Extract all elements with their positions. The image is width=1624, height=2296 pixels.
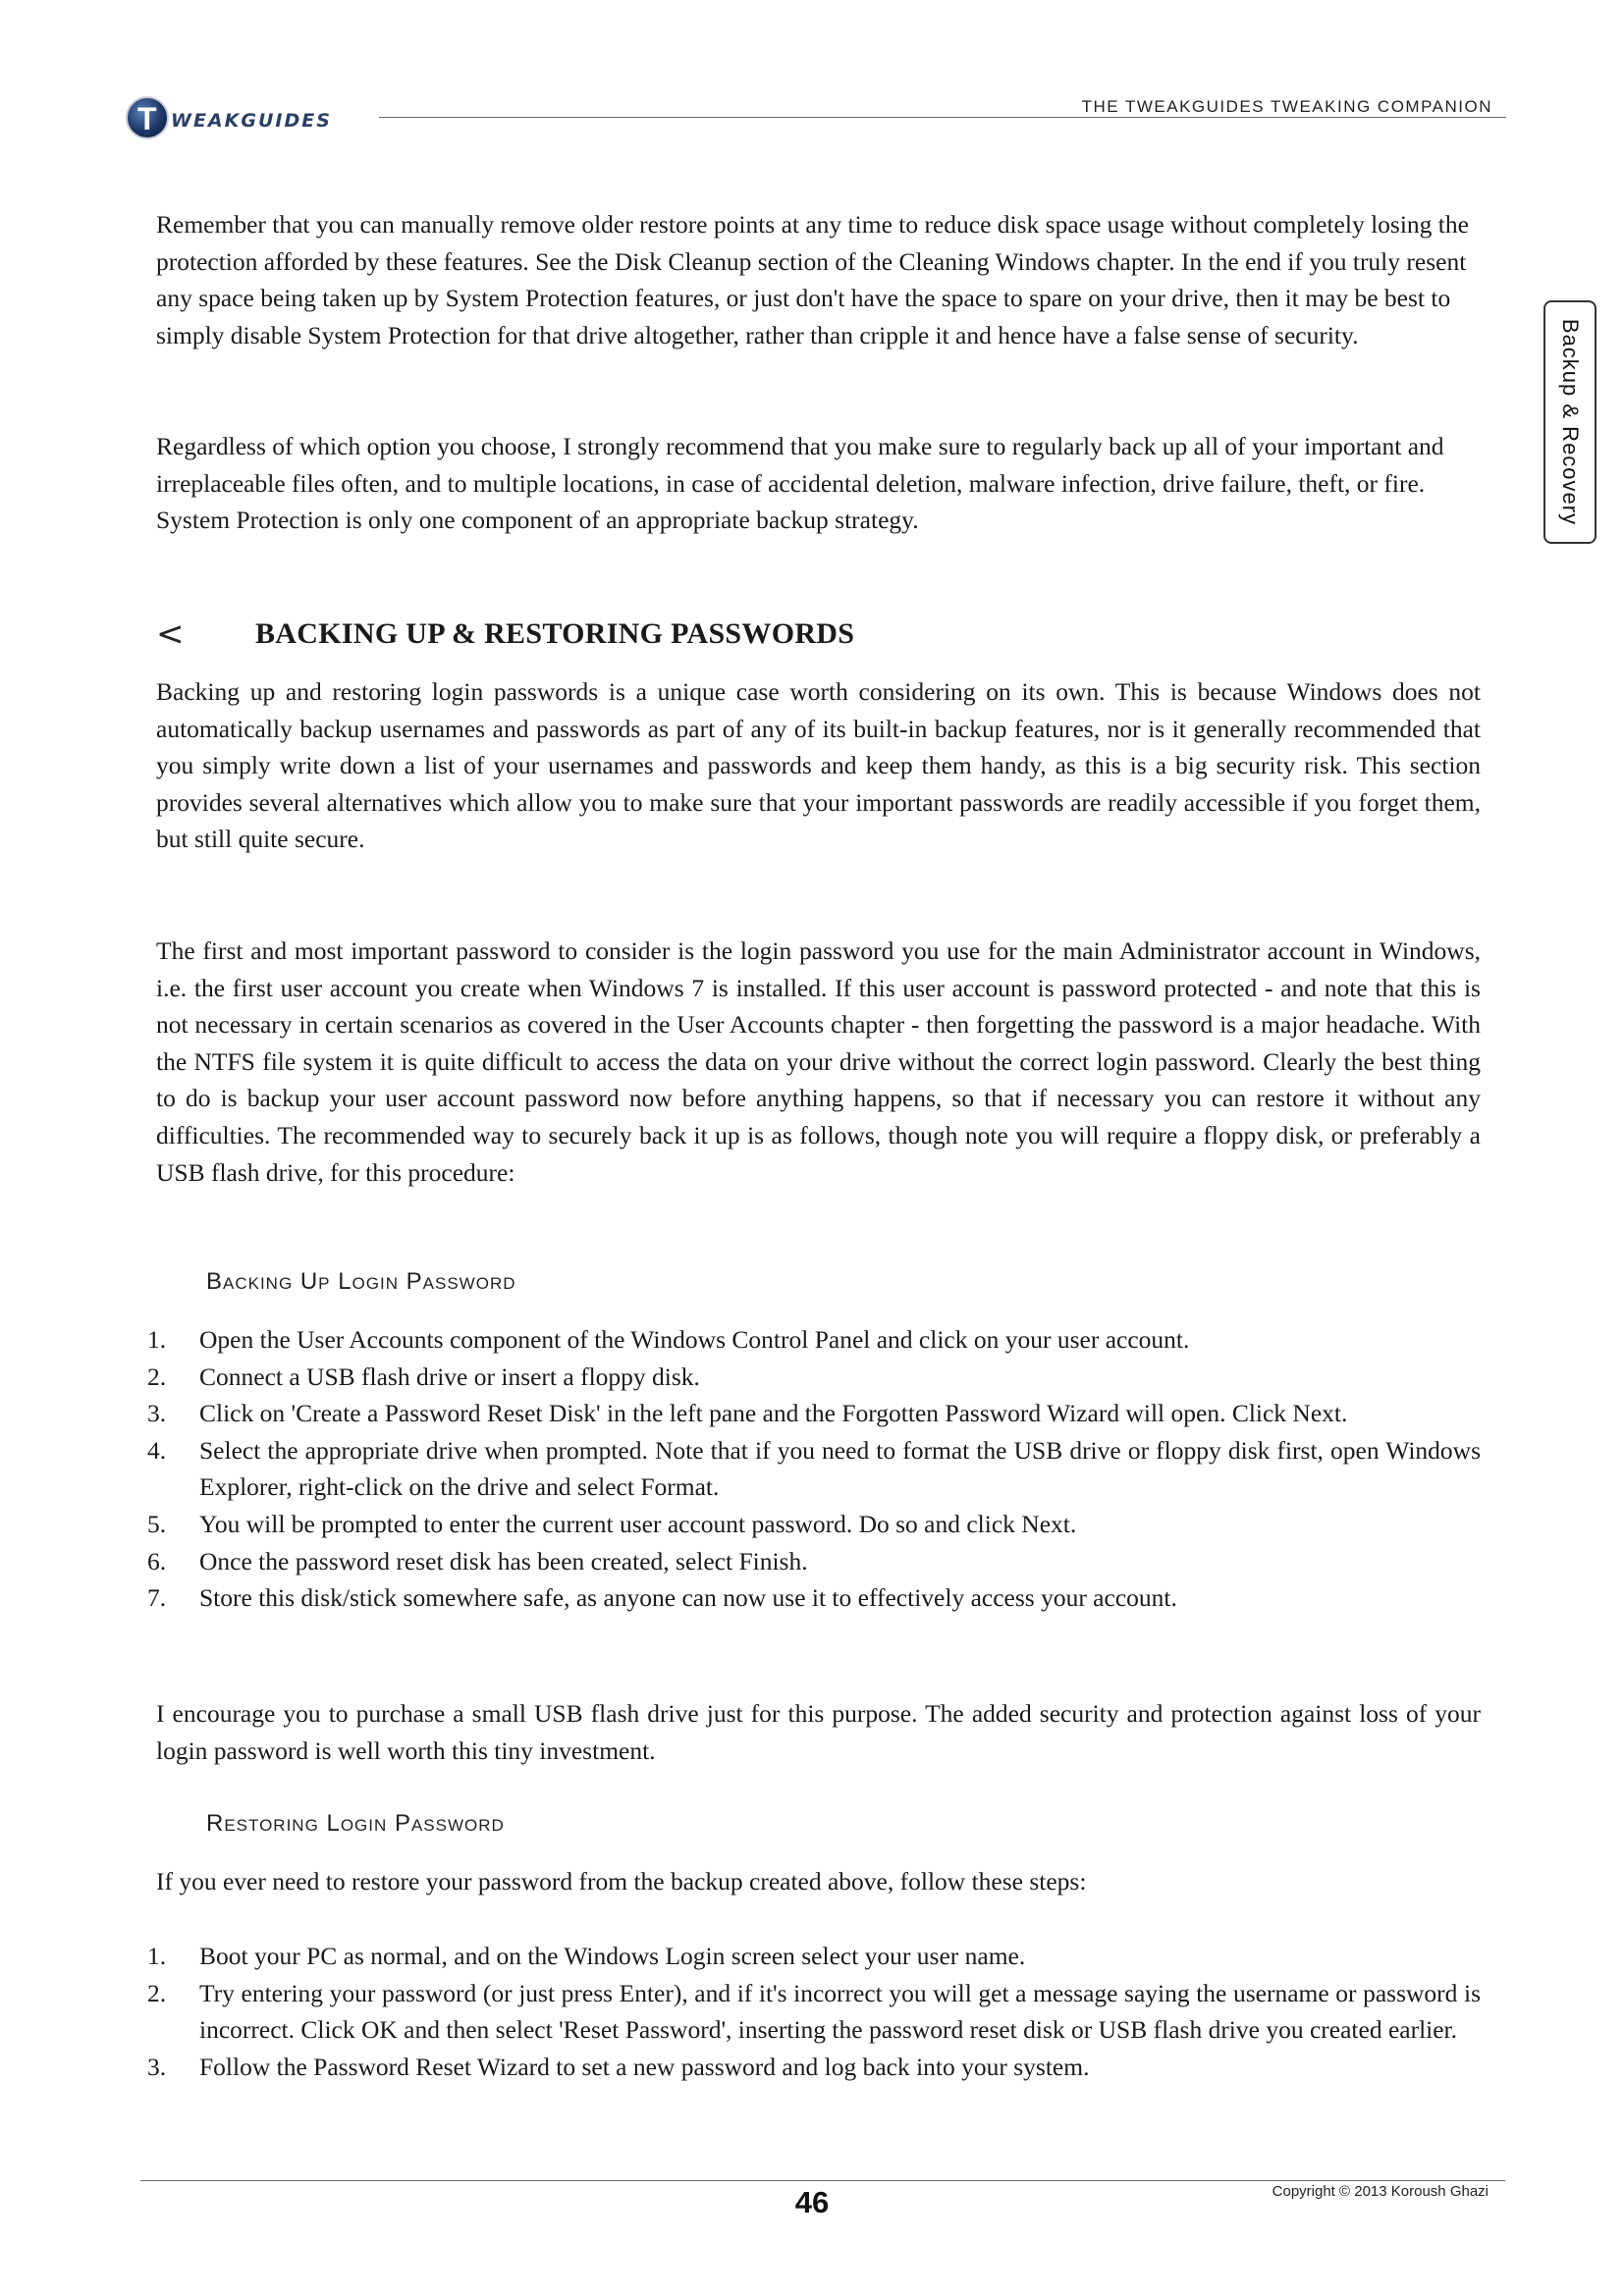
subheading-restoring: Restoring Login Password [206, 1810, 505, 1837]
list-item: 1. Open the User Accounts component of the Windows Control Panel and click on your user account. [147, 1325, 1190, 1354]
section-bullet-icon: < [156, 614, 185, 654]
logo-emblem [126, 96, 169, 139]
logo-letter: T [137, 101, 157, 136]
page-number: 46 [794, 2185, 830, 2219]
list-item: 4. Select the appropriate drive when prompted. Note that if you need to format the USB drive or floppy disk first, open Windows Explorer, right-click on the drive and select Format. [147, 1435, 1481, 1502]
running-header: THE TWEAKGUIDES TWEAKING COMPANION [1081, 97, 1492, 116]
list-item: 5. You will be prompted to enter the current user account password. Do so and click Next. [147, 1509, 1077, 1538]
subheading-backing-up: Backing Up Login Password [206, 1268, 516, 1295]
chapter-side-tab-label: Backup & Recovery [1558, 318, 1583, 526]
header-rule [379, 117, 1506, 118]
list-item: 3. Follow the Password Reset Wizard to set a new password and log back into your system. [147, 2052, 1090, 2081]
list-item: 2. Try entering your password (or just press Enter), and if it's incorrect you will get a message saying the username or password is incorrect. Click OK and then select 'Reset Password', inserting the password reset disk or USB flash drive you created earlier. [147, 1978, 1481, 2045]
logo-wordmark: WEAKGUIDES [171, 110, 332, 132]
chapter-side-tab [1543, 300, 1597, 544]
tweakguides-logo [126, 96, 361, 143]
list-item: 3. Click on 'Create a Password Reset Disk' in the left pane and the Forgotten Password Wizard will open. Click Next. [147, 1399, 1348, 1428]
backup-steps-list [147, 1321, 1481, 1617]
copyright-notice: Copyright © 2013 Koroush Ghazi [1272, 2183, 1489, 2200]
restore-steps-list [147, 1938, 1481, 2085]
paragraph-intro-passwords: Backing up and restoring login passwords is a unique case worth considering on its own. This is because Windows does not automatically backup usernames and passwords as part of any of its built-in backup features, nor is it generally recommended that you simply write down a list of your usernames and passwords and keep them handy, as this is a big security risk. This section provides several alternatives which allow you to make sure that your important passwords are readily accessible if you forget them, but still quite secure. [156, 677, 1481, 854]
list-item: 6. Once the password reset disk has been created, select Finish. [147, 1546, 808, 1575]
paragraph-usb-recommendation: I encourage you to purchase a small USB flash drive just for this purpose. The added security and protection against loss of your login password is well worth this tiny investment. [156, 1699, 1481, 1765]
list-item: 2. Connect a USB flash drive or insert a floppy disk. [147, 1362, 700, 1391]
paragraph-login-password: The first and most important password to consider is the login password you use for the main Administrator account in Windows, i.e. the first user account you create when Windows 7 is installed. If this user account is password protected - and note that this is not necessary in certain scenarios as covered in the User Accounts chapter - then forgetting the password is a major headache. With the NTFS file system it is quite difficult to access the data on your drive without the correct login password. Clearly the best thing to do is backup your user account password now before anything happens, so that if necessary you can restore it without any difficulties. The recommended way to securely back it up is as follows, though note you will require a floppy disk, or preferably a USB flash drive, for this procedure: [156, 936, 1481, 1187]
paragraph-backup-strategy: Regardless of which option you choose, I strongly recommend that you make sure to regularly back up all of your important and irreplaceable files often, and to multiple locations, in case of accidental deletion, malware infection, drive failure, theft, or fire. System Protection is only one component of an appropriate backup strategy. [156, 432, 1444, 535]
section-title: BACKING UP & RESTORING PASSWORDS [255, 617, 855, 650]
footer-rule [140, 2180, 1505, 2181]
paragraph-restore-points: Remember that you can manually remove older restore points at any time to reduce disk space usage without completely losing the protection afforded by these features. See the Disk Cleanup section of the Cleaning Windows chapter. In the end if you truly resent any space being taken up by System Protection features, or just don't have the space to spare on your drive, then it may be best to simply disable System Protection for that drive altogether, rather than cripple it and hence have a false sense of security. [156, 210, 1469, 349]
list-item: 1. Boot your PC as normal, and on the Windows Login screen select your user name. [147, 1942, 1026, 1970]
paragraph-restore-intro: If you ever need to restore your password from the backup created above, follow these steps: [156, 1867, 1087, 1896]
list-item: 7. Store this disk/stick somewhere safe, as anyone can now use it to effectively access your account. [147, 1583, 1177, 1613]
